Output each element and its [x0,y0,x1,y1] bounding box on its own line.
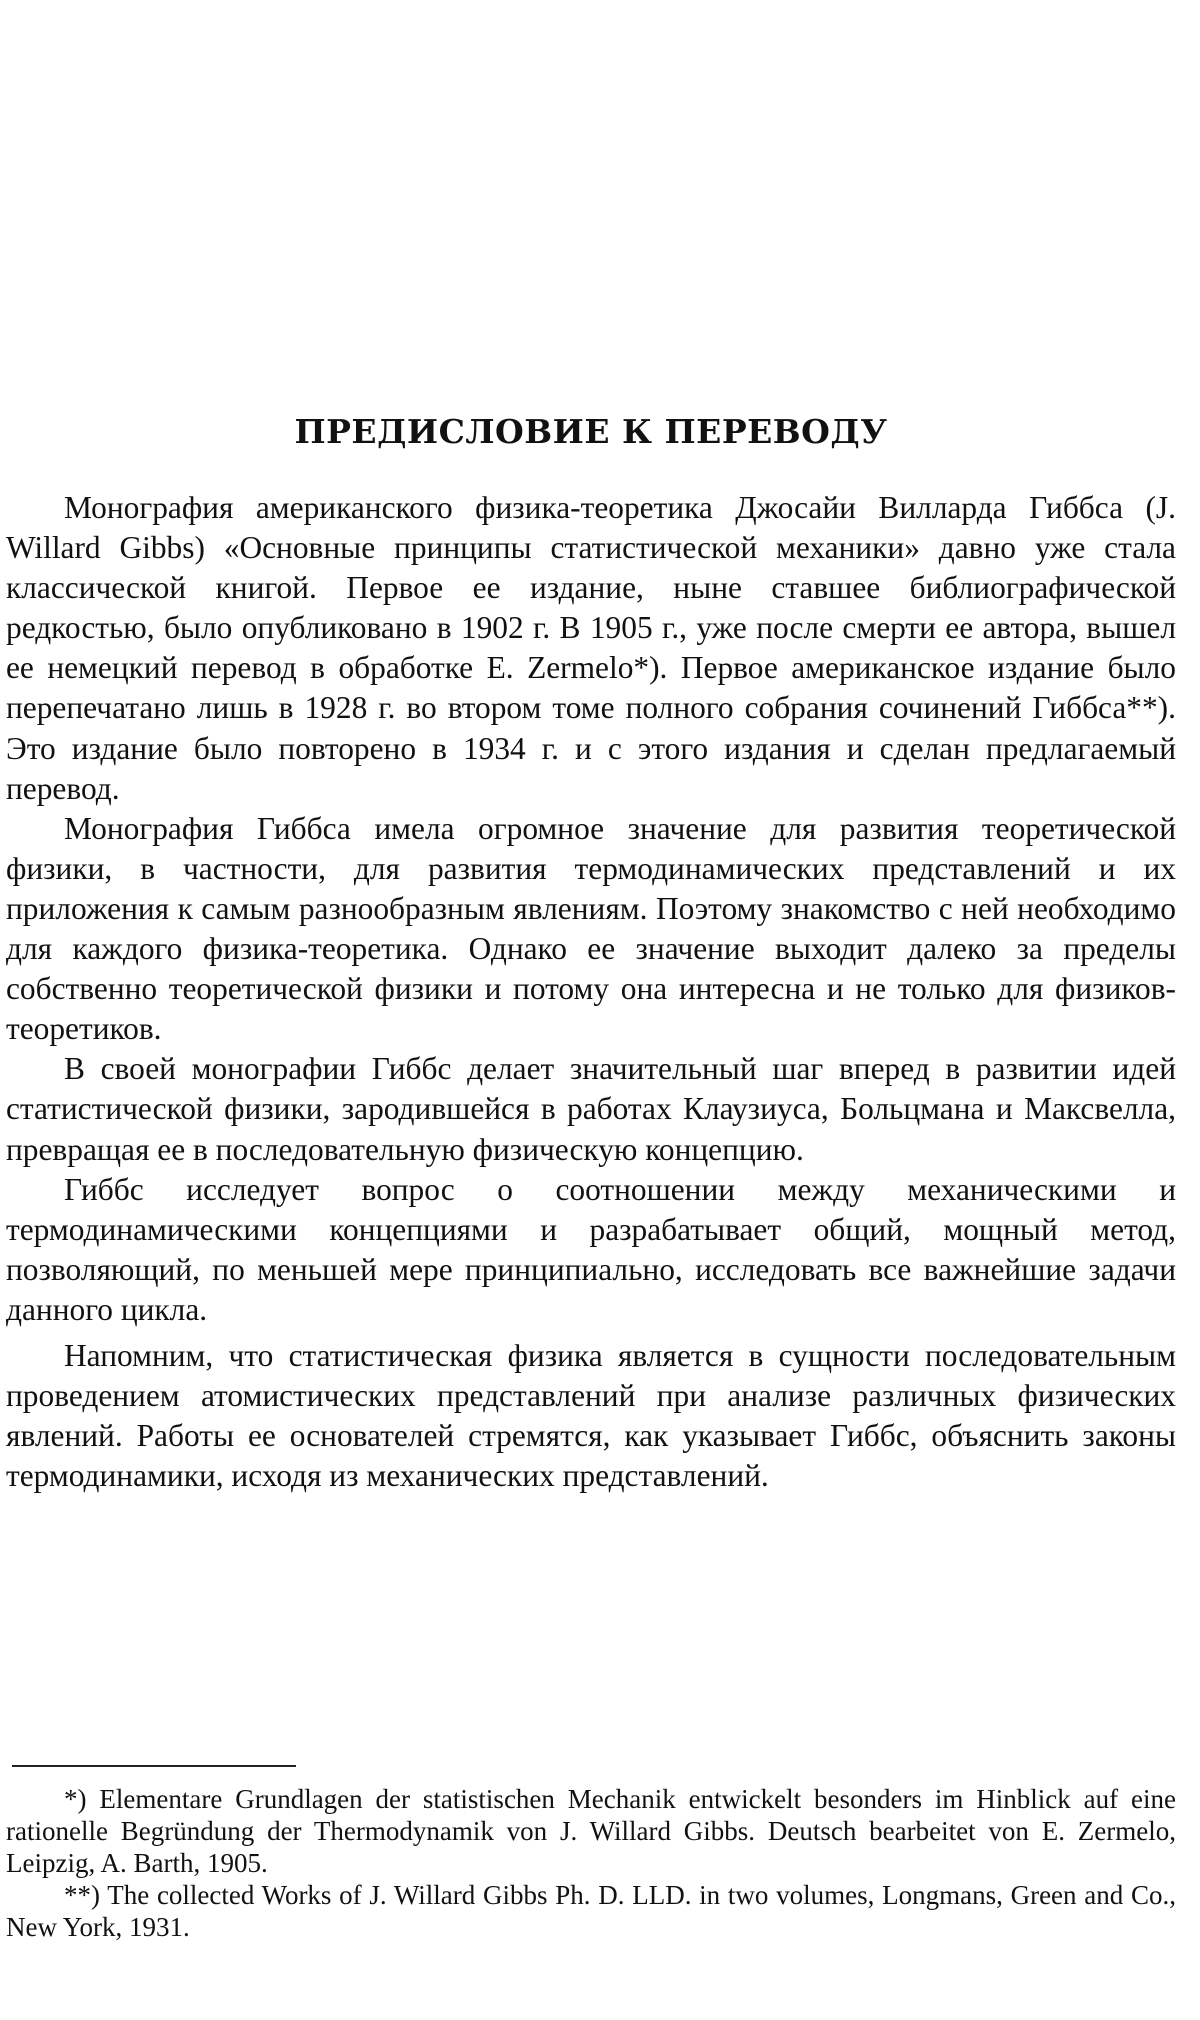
paragraph-3: В своей монографии Гиббс делает значительный шаг вперед в развитии идей статистической физики, зародившейся в работах Клаузиуса, Больцмана и Максвелла, превращая ее в последовательную физическую концепцию. [6,1051,1176,1167]
page-title: ПРЕДИСЛОВИЕ К ПЕРЕВОДУ [294,412,888,451]
footnote-1: *) Elementare Grundlagen der statistischen Mechanik entwickelt besonders im Hinblick auf eine rationelle Begründung der Thermodynamik von J. Willard Gibbs. Deutsch bearbeitet von E. Zermelo, Leipzig, A. Barth, 1905. [6,1784,1176,1878]
footnote-divider [12,1765,296,1767]
document-page [6,0,1176,2020]
body-text [6,488,1176,1496]
paragraph-1: Монография американского физика-теоретика Джосайи Вилларда Гиббса (J. Willard Gibbs) «Основные принципы статистической механики» давно уже стала классической книгой. Первое ее издание, ныне ставшее библиографической редкостью, было опубликовано в 1902 г. В 1905 г., уже после смерти ее автора, вышел ее немецкий перевод в обработке E. Zermelo*). Первое американское издание было перепечатано лишь в 1928 г. во втором томе полного собрания сочинений Гиббса**). Это издание было повторено в 1934 г. и с этого издания и сделан предлагаемый перевод. [6,490,1176,806]
paragraph-5: Напомним, что статистическая физика является в сущности последовательным проведением атомистических представлений при анализе различных физических явлений. Работы ее основателей стремятся, как указывает Гиббс, объяснить законы термодинамики, исходя из механических представлений. [6,1337,1176,1494]
paragraph-2: Монография Гиббса имела огромное значение для развития теоретической физики, в частности, для развития термодинамических представлений и их приложения к самым разнообразным явлениям. Поэтому знакомство с ней необходимо для каждого физика-теоретика. Однако ее значение выходит далеко за пределы собственно теоретической физики и потому она интересна и не только для физиков-теоретиков. [6,810,1176,1047]
paragraph-4: Гиббс исследует вопрос о соотношении между механическими и термодинамическими концепциями и разрабатывает общий, мощный метод, позволяющий, по меньшей мере принципиально, исследовать все важнейшие задачи данного цикла. [6,1171,1176,1327]
footnotes [6,1783,1176,1943]
footnote-2: **) The collected Works of J. Willard Gibbs Ph. D. LLD. in two volumes, Longmans, Green and Co., New York, 1931. [6,1880,1176,1942]
